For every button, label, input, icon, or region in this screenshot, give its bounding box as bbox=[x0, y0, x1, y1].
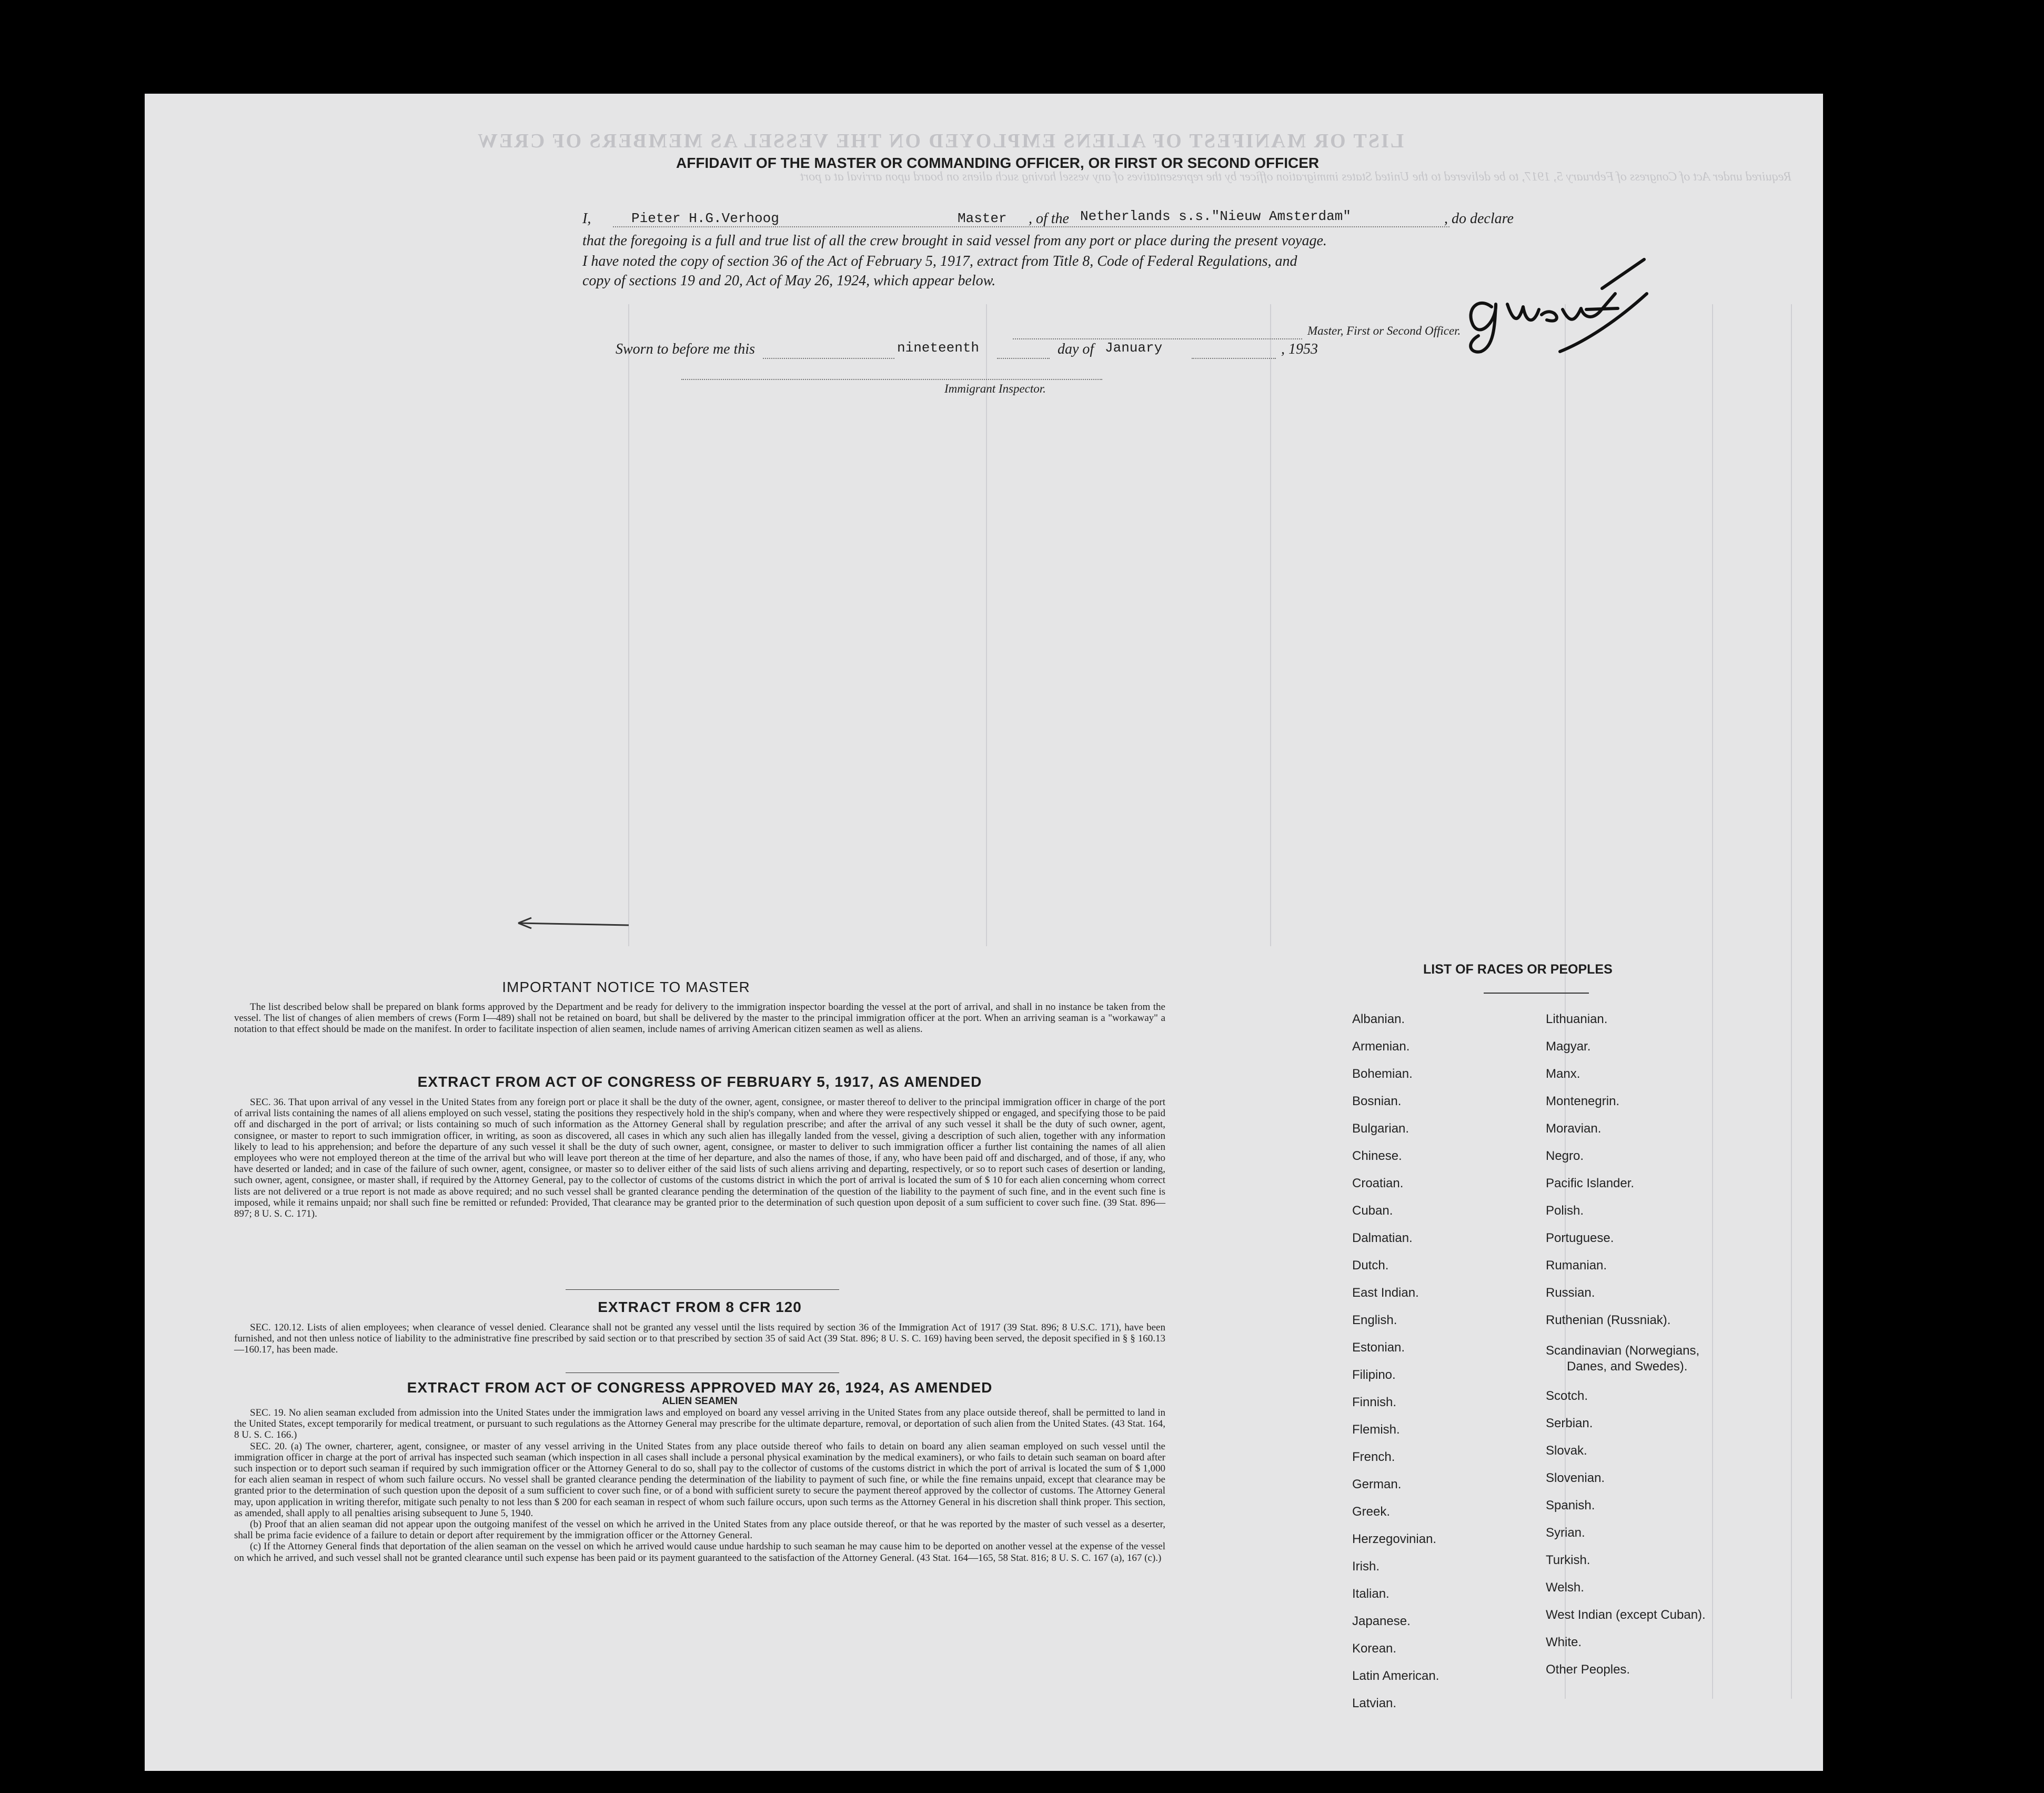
race-entry: Latin American. bbox=[1352, 1669, 1439, 1683]
race-entry: Croatian. bbox=[1352, 1176, 1404, 1190]
punch-hole bbox=[1907, 239, 1935, 267]
affidavit-pronoun: I, bbox=[582, 211, 591, 227]
sworn-month: January bbox=[1105, 340, 1163, 356]
race-entry: Irish. bbox=[1352, 1559, 1380, 1574]
master-rank: Master bbox=[958, 211, 1007, 226]
of-the-text: , of the bbox=[1029, 211, 1069, 227]
vessel-name: Netherlands s.s."Nieuw Amsterdam" bbox=[1080, 208, 1351, 224]
race-entry: Slovenian. bbox=[1546, 1471, 1605, 1485]
race-entry: Moravian. bbox=[1546, 1121, 1602, 1136]
race-entry: Manx. bbox=[1546, 1067, 1580, 1081]
punch-hole bbox=[1907, 318, 1935, 346]
notice-title: IMPORTANT NOTICE TO MASTER bbox=[502, 979, 750, 995]
immigrant-inspector-label: Immigrant Inspector. bbox=[944, 382, 1046, 395]
race-entry: Turkish. bbox=[1546, 1553, 1590, 1567]
race-entry: West Indian (except Cuban). bbox=[1546, 1608, 1706, 1622]
race-entry: Finnish. bbox=[1352, 1395, 1397, 1409]
race-entry: Scotch. bbox=[1546, 1389, 1588, 1403]
race-entry: Slovak. bbox=[1546, 1444, 1587, 1458]
extract-1924-sec-20c: (c) If the Attorney General finds that deportation of the alien seaman on the vessel on which he arrived would cause undue hardship to such seaman he may cause him to be deported on another vessel at the expense of the vessel on which he arrived, and such vessel shall not be granted clearance until such expense has been paid or its payment guaranteed to the satisfaction of the Attorney General. (43 Stat. 164—165, 58 Stat. 816; 8 U. S. C. 167 (a), 167 (c).) bbox=[234, 1541, 1165, 1564]
extract-cfr-title: EXTRACT FROM 8 CFR 120 bbox=[598, 1299, 802, 1315]
race-entry: Welsh. bbox=[1546, 1580, 1584, 1595]
punch-hole bbox=[1907, 648, 1935, 676]
race-entry: Dalmatian. bbox=[1352, 1231, 1413, 1245]
race-entry: Filipino. bbox=[1352, 1368, 1396, 1382]
race-entry: Bohemian. bbox=[1352, 1067, 1413, 1081]
race-entry: German. bbox=[1352, 1477, 1402, 1491]
race-entry: Flemish. bbox=[1352, 1423, 1400, 1437]
race-entry: White. bbox=[1546, 1635, 1582, 1649]
extract-1924-sec-20a: SEC. 20. (a) The owner, charterer, agent, consignee, or master of any vessel arriving in the United States from any place outside thereof who fails to detain on board any alien seaman employed on such vessel until the immigration officer in charge at the port of arrival has inspected such seaman (which inspection in all cases shall include a personal physical examination by the medical examiners), or who fails to detain such seaman on board after such inspection or to deport such seaman if required by such immigration officer or the Attorney General to do so, shall pay to the collector of customs of the customs district in which the port of arrival is located the sum of $ 1,000 for each alien seaman in respect of whom such failure occurs. No vessel shall be granted clearance pending the determination of the liability to payment of such fine, or while the fine remains unpaid, except that clearance may be granted prior to the determination of such question upon the deposit of a sum sufficient to cover such fine, or of a bond with sufficient surety to secure the payment thereof approved by the collector of customs. The Attorney General may, upon application in writing therefor, mitigate such penalty to not less than $ 200 for each seaman in respect of whom such failure occurs, upon such terms as the Attorney General in his discretion shall think proper. This section, as amended, shall apply to all penalties arising subsequent to June 5, 1940. bbox=[234, 1440, 1165, 1519]
extract-1917-title: EXTRACT FROM ACT OF CONGRESS OF FEBRUARY 5, 1917, AS AMENDED bbox=[417, 1074, 982, 1090]
extract-1924-text bbox=[234, 1407, 1165, 1564]
race-entry: Negro. bbox=[1546, 1149, 1584, 1163]
race-entry: Estonian. bbox=[1352, 1340, 1405, 1355]
race-entry: Lithuanian. bbox=[1546, 1012, 1608, 1026]
race-entry: Greek. bbox=[1352, 1505, 1391, 1519]
race-entry: Korean. bbox=[1352, 1641, 1397, 1656]
race-entry: English. bbox=[1352, 1313, 1397, 1327]
alien-seamen-subtitle: ALIEN SEAMEN bbox=[662, 1396, 738, 1407]
sworn-year: , 1953 bbox=[1281, 341, 1318, 357]
punch-hole bbox=[1907, 1518, 1935, 1546]
race-entry: Pacific Islander. bbox=[1546, 1176, 1635, 1190]
race-entry: Latvian. bbox=[1352, 1696, 1397, 1710]
race-entry: East Indian. bbox=[1352, 1286, 1419, 1300]
extract-1924-sec-19: SEC. 19. No alien seaman excluded from admission into the United States under the immigration laws and employed on board any vessel arriving in the United States from any place outside thereof, shall be permitted to land in the United States, except temporarily for medical treatment, or pursuant to such regulations as the Attorney General may prescribe for the ultimate departure, removal, or deportation of such alien from the United States. (43 Stat. 164, 8 U. S. C. 166.) bbox=[234, 1407, 1165, 1441]
affidavit-line-4: copy of sections 19 and 20, Act of May 26, 1924, which appear below. bbox=[582, 273, 996, 289]
affidavit-line-3: I have noted the copy of section 36 of the Act of February 5, 1917, extract from Title 8, Code of Federal Regulations, and bbox=[582, 253, 1297, 269]
race-entry: Bosnian. bbox=[1352, 1094, 1402, 1108]
race-entry: Spanish. bbox=[1546, 1498, 1595, 1512]
race-entry: Italian. bbox=[1352, 1587, 1389, 1601]
signature-role: Master, First or Second Officer. bbox=[1307, 324, 1461, 337]
race-entry: Ruthenian (Russniak). bbox=[1546, 1313, 1671, 1327]
day-of-text: day of bbox=[1058, 341, 1094, 357]
race-entry: Cuban. bbox=[1352, 1204, 1393, 1218]
race-entry: Portuguese. bbox=[1546, 1231, 1614, 1245]
affidavit-line-2: that the foregoing is a full and true list of all the crew brought in said vessel from any port or place during the present voyage. bbox=[582, 233, 1327, 249]
notice-text: The list described below shall be prepared on blank forms approved by the Department and be ready for delivery to the immigration inspector boarding the vessel at the port of arrival, and shall in no instance be taken from the vessel. The list of changes of alien members of crews (Form I—489) shall not be retained on board, but shall be delivered by the master to the principal immigration officer at the port. When an arriving seaman is a "workaway" a notation to that effect should be made on the manifest. In order to facilitate inspection of alien seamen, include names of arriving American citizen seamen as well as aliens. bbox=[234, 1001, 1165, 1035]
race-entry: Rumanian. bbox=[1546, 1258, 1607, 1273]
extract-cfr-text: SEC. 120.12. Lists of alien employees; when clearance of vessel denied. Clearance shall not be granted any vessel until the lists required by section 36 of the Immigration Act of 1917 (39 Stat. 896; 8 U.S.C. 171), have been furnished, and not then unless notice of liability to the administrative fine prescribed by said section or to that prescribed by section 35 of said Act (39 Stat. 896; 8 U. S. C. 169) having been served, the deposit specified in § § 160.13—160.17, has been made. bbox=[234, 1322, 1165, 1356]
race-entry: Montenegrin. bbox=[1546, 1094, 1620, 1108]
race-entry: Serbian. bbox=[1546, 1416, 1593, 1430]
sworn-day: nineteenth bbox=[897, 340, 980, 356]
extract-1924-title: EXTRACT FROM ACT OF CONGRESS APPROVED MAY 26, 1924, AS AMENDED bbox=[407, 1379, 993, 1396]
bleed-through-subheading: Required under Act of Congress of February 5, 1917, to be delivered to the United States immigration officer by the representatives of any vessel having such aliens on board upon arrival at a port bbox=[800, 170, 1791, 184]
punch-hole bbox=[1907, 166, 1935, 193]
manifest-page bbox=[145, 94, 1823, 1771]
punch-hole bbox=[1907, 1113, 1935, 1140]
race-entry: Polish. bbox=[1546, 1204, 1584, 1218]
master-name: Pieter H.G.Verhoog bbox=[631, 211, 779, 226]
race-entry: Dutch. bbox=[1352, 1258, 1389, 1273]
race-entry: Bulgarian. bbox=[1352, 1121, 1409, 1136]
race-entry: Albanian. bbox=[1352, 1012, 1405, 1026]
pencil-arrow-mark bbox=[513, 914, 639, 935]
race-entry: Chinese. bbox=[1352, 1149, 1402, 1163]
race-entry: French. bbox=[1352, 1450, 1395, 1464]
handwritten-signature bbox=[1428, 246, 1649, 362]
affidavit-title: AFFIDAVIT OF THE MASTER OR COMMANDING OFFICER, OR FIRST OR SECOND OFFICER bbox=[676, 155, 1320, 171]
race-entry: Armenian. bbox=[1352, 1039, 1410, 1054]
punch-hole bbox=[1907, 563, 1935, 590]
race-entry: Russian. bbox=[1546, 1286, 1595, 1300]
race-entry: Other Peoples. bbox=[1546, 1662, 1630, 1677]
race-entry: Scandinavian (Norwegians, bbox=[1546, 1344, 1700, 1358]
extract-1924-sec-20b: (b) Proof that an alien seaman did not appear upon the outgoing manifest of the vessel on which he arrived in the United States from any place outside thereof, or that he was reported by the master of such vessel as a deserter, shall be prima facie evidence of a failure to detain or deport after requirement by the immigration officer or the Attorney General. bbox=[234, 1519, 1165, 1541]
race-entry: Japanese. bbox=[1352, 1614, 1411, 1628]
races-title: LIST OF RACES OR PEOPLES bbox=[1423, 962, 1613, 977]
race-entry: Syrian. bbox=[1546, 1526, 1585, 1540]
race-entry: Herzegovinian. bbox=[1352, 1532, 1437, 1546]
declare-text: , do declare bbox=[1444, 211, 1514, 227]
extract-1917-text: SEC. 36. That upon arrival of any vessel in the United States from any foreign port or place it shall be the duty of the owner, agent, consignee, or master thereof to deliver to the principal immigration officer in charge of the port of arrival lists containing the names of all aliens employed on such vessel, stating the positions they respectively hold in the ship's company, when and where they were respectively shipped or engaged, and specifying those to be paid off and discharged in the port of arrival; or lists containing so much of such information as the Attorney General shall by regulation prescribe; and after the arrival of any such vessel it shall be the duty of such owner, agent, consignee, or master to report to such immigration officer, in writing, as soon as discovered, all cases in which any such alien has illegally landed from the vessel, giving a description of such alien, together with any information likely to lead to his apprehension; and before the departure of any such vessel it shall be the duty of such owner, agent, consignee, or master to deliver to such immigration officer a further list containing the names of all alien employees who were not employed thereon at the time of the arrival but who will leave port thereon at the time of her departure, and also the names of those, if any, who have been paid off and discharged, and of those, if any, who have deserted or landed; and in case of the failure of such owner, agent, consignee, or master so to deliver either of the said lists of such aliens arriving and departing, respectively, or so to report such cases of desertion or landing, such owner, agent, consignee, or master shall, if required by the Attorney General, pay to the collector of customs of the customs district in which the port of arrival is located the sum of $ 10 for each alien concerning whom correct lists are not delivered or a true report is not made as above required; and no such vessel shall be granted clearance pending the determination of the question of the liability to the payment of such fine, and in the event such fine is imposed, while it remains unpaid; nor shall such fine be remitted or refunded: Provided, That clearance may be granted prior to the determination of such question upon deposit of a sum sufficient to cover such fine. (39 Stat. 896—897; 8 U. S. C. 171). bbox=[234, 1097, 1165, 1220]
sworn-text: Sworn to before me this bbox=[616, 341, 755, 357]
race-entry: Danes, and Swedes). bbox=[1567, 1359, 1688, 1374]
punch-hole bbox=[1907, 1438, 1935, 1465]
bleed-through-heading: LIST OR MANIFEST OF ALIENS EMPLOYED ON THE VESSEL AS MEMBERS OF CREW bbox=[476, 130, 1404, 152]
race-entry: Magyar. bbox=[1546, 1039, 1591, 1054]
